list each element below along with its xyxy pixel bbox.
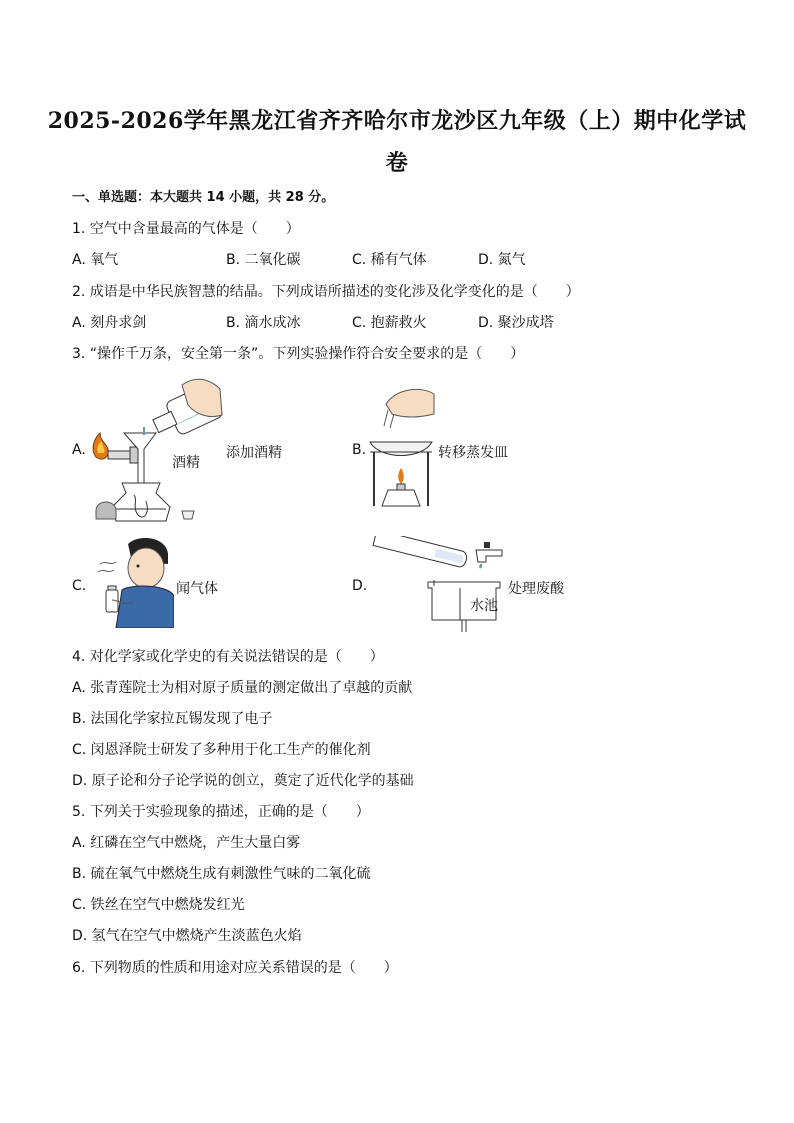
sink-label: 水池: [470, 598, 498, 614]
q3-option-a-letter: A.: [72, 442, 86, 458]
alcohol-bottle-label: 酒精: [172, 455, 200, 471]
exam-title: [40, 100, 754, 184]
q2-option-b: B. 滴水成冰: [226, 315, 301, 331]
q1-stem: 1. 空气中含量最高的气体是（ ）: [72, 221, 300, 237]
exam-title-line2: 卷: [385, 150, 409, 176]
q2-option-a: A. 刻舟求剑: [72, 315, 147, 331]
q5-option-d: D. 氢气在空气中燃烧产生淡蓝色火焰: [72, 928, 302, 944]
q3-option-a-caption: 添加酒精: [226, 445, 282, 461]
waste-acid-sink-illustration: [364, 536, 512, 632]
q4-option-b: B. 法国化学家拉瓦锡发现了电子: [72, 711, 273, 727]
q3-option-d-caption: 处理废酸: [508, 581, 564, 597]
q4-option-d: D. 原子论和分子论学说的创立，奠定了近代化学的基础: [72, 773, 414, 789]
q5-stem: 5. 下列关于实验现象的描述，正确的是（ ）: [72, 804, 370, 820]
q1-option-b: B. 二氧化碳: [226, 252, 301, 268]
q4-stem: 4. 对化学家或化学史的有关说法错误的是（ ）: [72, 649, 384, 665]
q4-option-c: C. 闵恩泽院士研发了多种用于化工生产的催化剂: [72, 742, 371, 758]
q1-option-a: A. 氧气: [72, 252, 119, 268]
evaporating-dish-illustration: [366, 384, 436, 512]
q4-option-a: A. 张青莲院士为相对原子质量的测定做出了卓越的贡献: [72, 680, 413, 696]
q5-option-c: C. 铁丝在空气中燃烧发红光: [72, 897, 245, 913]
q2-stem: 2. 成语是中华民族智慧的结晶。下列成语所描述的变化涉及化学变化的是（ ）: [72, 284, 580, 300]
q5-option-a: A. 红磷在空气中燃烧，产生大量白雾: [72, 835, 301, 851]
q3-option-d-letter: D.: [352, 578, 368, 594]
q6-stem: 6. 下列物质的性质和用途对应关系错误的是（ ）: [72, 960, 398, 976]
section-heading: 一、单选题：本大题共 14 小题，共 28 分。: [72, 190, 335, 205]
q1-option-c: C. 稀有气体: [352, 252, 427, 268]
q2-option-d: D. 聚沙成塔: [478, 315, 554, 331]
q3-option-b-letter: B.: [352, 442, 367, 458]
q3-option-c-letter: C.: [72, 578, 87, 594]
alcohol-lamp-illustration: [86, 375, 226, 525]
q3-option-b-caption: 转移蒸发皿: [438, 445, 508, 461]
q5-option-b: B. 硫在氧气中燃烧生成有刺激性气味的二氧化硫: [72, 866, 371, 882]
smelling-gas-illustration: [94, 536, 174, 628]
exam-title-line1: 2025-2026学年黑龙江省齐齐哈尔市龙沙区九年级（上）期中化学试: [47, 108, 747, 134]
q1-option-d: D. 氮气: [478, 252, 526, 268]
q3-option-c-caption: 闻气体: [176, 581, 218, 597]
q2-option-c: C. 抱薪救火: [352, 315, 427, 331]
q3-stem: 3. “操作千万条，安全第一条”。下列实验操作符合安全要求的是（ ）: [72, 346, 525, 362]
